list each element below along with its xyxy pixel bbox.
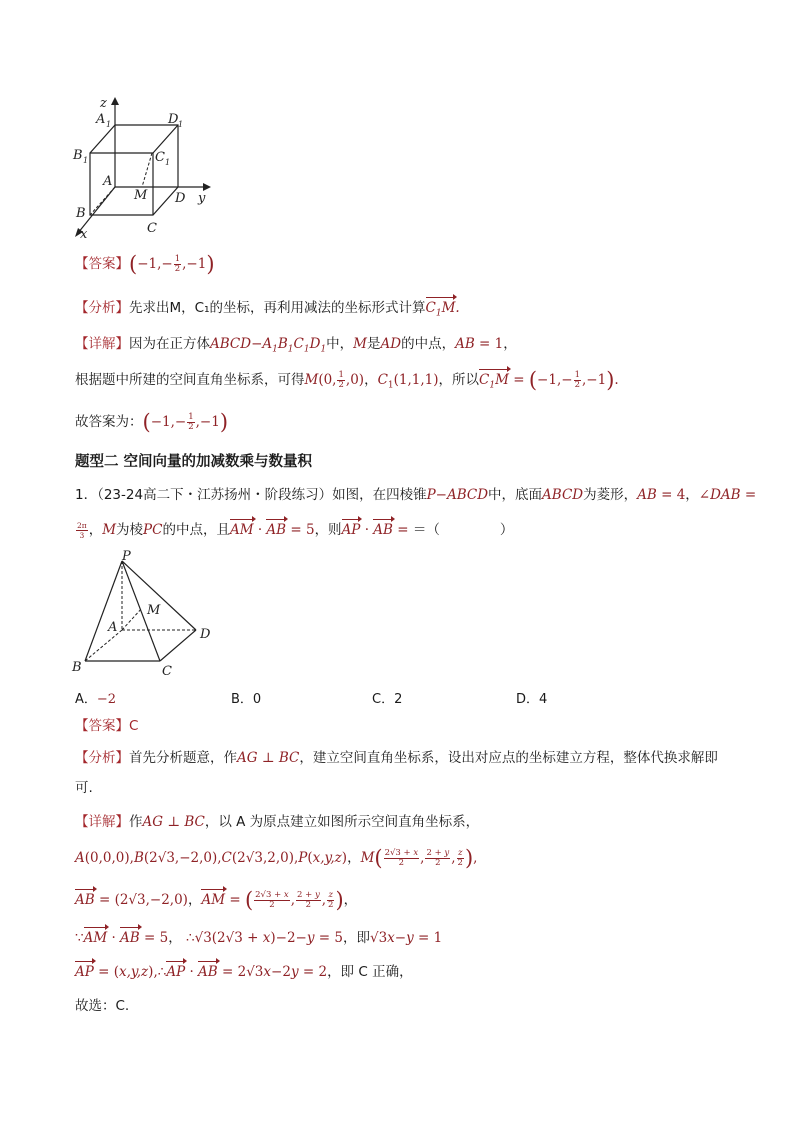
answer-line-1: 【答案】(−1,− $\frac{1}{2}$ ,−1)	[75, 252, 215, 276]
detail-line-3: 【详解】作AG ⊥ BC，以 A 为原点建立如图所示空间直角坐标系，	[75, 814, 480, 830]
final-answer-1: 故答案为：(−1,− $\frac{1}{2}$ ,−1)	[75, 410, 229, 434]
svg-text:y: y	[198, 191, 206, 206]
svg-text:D: D	[175, 191, 186, 206]
option-d: D．4	[516, 692, 548, 707]
answer-line-2: 【答案】C	[75, 718, 139, 734]
svg-text:A: A	[96, 112, 106, 127]
svg-text:B: B	[76, 206, 86, 221]
option-a: A．−2	[75, 692, 117, 707]
svg-text:B: B	[72, 660, 82, 675]
svg-text:1: 1	[106, 120, 112, 129]
equation-line: ∵AM · AB = 5， ∴√3(2√3 + x)−2−y = 5，即√3x−y = 1	[75, 930, 443, 946]
svg-text:B: B	[73, 148, 83, 163]
problem-line-2: $\frac{2\pi}{3}$ ，M为棱PC的中点，且AM · AB = 5，则AP · AB = ＝（ ）	[77, 520, 514, 540]
svg-text:C: C	[162, 664, 172, 678]
label-z: z	[100, 96, 107, 111]
analysis-line-2: 【分析】首先分析题意，作AG ⊥ BC，建立空间直角坐标系，设出对应点的坐标建立方程，整体代换求解即	[75, 750, 718, 766]
detail-line-2: 根据题中所建的空间直角坐标系，可得M(0, $\frac{1}{2}$ ,0)，$C_1(1,1,1)$，所以$C_1M = (-1,-$ $\frac{1}{2}$ ,−1).	[75, 370, 619, 396]
svg-text:A: A	[108, 620, 118, 635]
svg-text:x: x	[80, 227, 88, 242]
analysis-line-3: 可.	[75, 780, 93, 796]
section-heading: 题型二 空间向量的加减数乘与数量积	[75, 454, 313, 470]
svg-text:P: P	[122, 549, 131, 564]
option-b: B．0	[231, 692, 262, 707]
svg-text:M: M	[134, 188, 148, 203]
svg-text:A: A	[103, 174, 113, 189]
svg-text:1: 1	[165, 158, 171, 167]
svg-text:D: D	[200, 627, 211, 642]
cube-figure	[70, 95, 220, 245]
result-line: AP = (x,y,z),∴AP · AB = 2√3x−2y = 2，即 C 正确，	[75, 964, 413, 980]
svg-text:1: 1	[83, 156, 89, 165]
problem-line-1: 1．（23-24高二下・江苏扬州・阶段练习）如图，在四棱锥P−ABCD中，底面ABCD为菱形，AB = 4，∠DAB =	[75, 487, 757, 503]
analysis-line-1: 【分析】先求出M，C₁的坐标，再利用减法的坐标形式计算$C_1M$.	[75, 298, 460, 324]
final-answer-2: 故选：C.	[75, 998, 130, 1014]
vectors-line: AB = (2√3,−2,0)，AM = ( $\frac{2√3 + x}{2}$ , $\frac{2 + y}{2}$ , $\frac{z}{2}$ )，	[75, 888, 358, 912]
coords-line: A(0,0,0),B(2√3,−2,0),C(2√3,2,0),P(x,y,z)，M( $\frac{2√3 + x}{2}$ , $\frac{2 + y}{2}$ , $\frac{z}{2}$ ),	[75, 846, 478, 870]
option-c: C．2	[372, 692, 403, 707]
svg-text:M: M	[147, 603, 161, 618]
detail-line-1: 【详解】因为在正方体$ABCD-A_1B_1C_1D_1$中，M是AD的中点，AB = 1，	[75, 336, 517, 355]
svg-text:1: 1	[178, 120, 184, 129]
svg-text:D: D	[168, 112, 179, 127]
svg-text:C: C	[155, 150, 165, 165]
pyramid-figure	[70, 548, 220, 678]
svg-text:C: C	[147, 221, 157, 236]
